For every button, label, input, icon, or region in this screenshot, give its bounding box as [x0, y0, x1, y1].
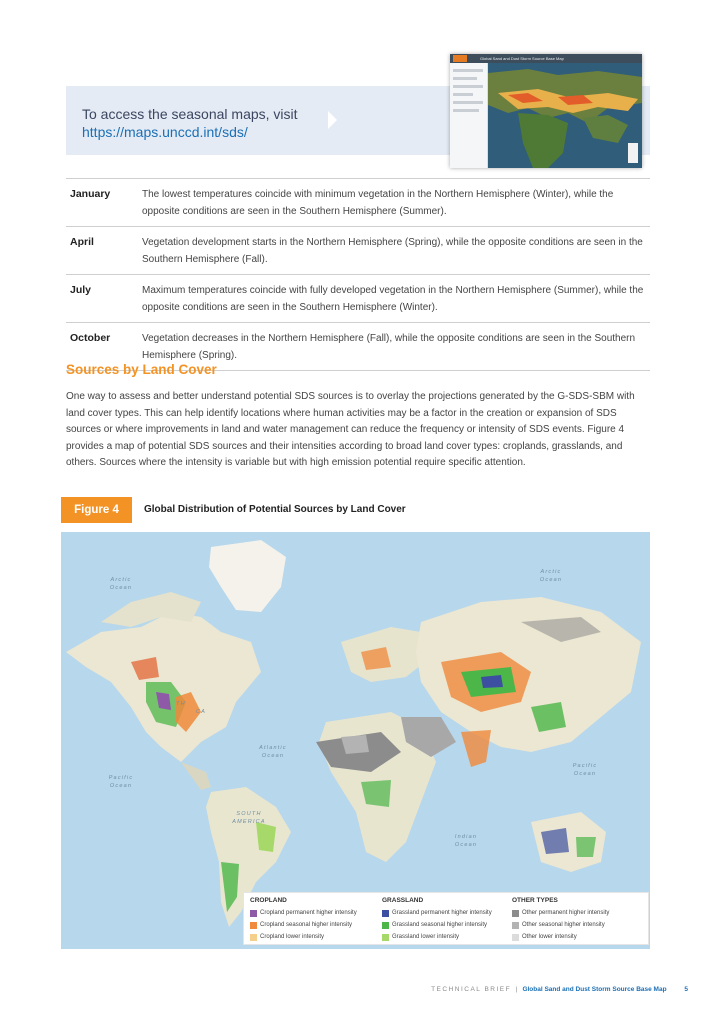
- access-text: To access the seasonal maps, visit: [82, 106, 298, 122]
- seasonal-months-table: [66, 178, 650, 371]
- legend-swatch: [382, 934, 389, 941]
- legend-item-label: Grassland seasonal higher intensity: [392, 922, 488, 928]
- legend-item: [512, 931, 609, 943]
- legend-item: [250, 907, 357, 919]
- legend-item-label: Other seasonal higher intensity: [522, 922, 605, 928]
- month-label: April: [70, 236, 94, 248]
- ocean-label: Pacific Ocean: [572, 763, 598, 777]
- ocean-label: Pacific Ocean: [108, 775, 134, 789]
- thumbnail-header: [450, 54, 642, 63]
- legend-swatch: [512, 934, 519, 941]
- footer-title: Global Sand and Dust Storm Source Base Map: [522, 986, 667, 993]
- month-description: Vegetation decreases in the Northern Hemisphere (Fall), while the opposite conditions are seen in the Southern Hemisphere (Spring).: [142, 333, 636, 361]
- table-row: [66, 275, 650, 323]
- legend-item: [382, 919, 492, 931]
- page-number: 5: [684, 986, 688, 993]
- page-footer: [431, 986, 688, 993]
- thumbnail-side-panel: [450, 63, 488, 168]
- region-label: TH: [176, 701, 186, 707]
- month-label: July: [70, 284, 92, 296]
- legend-item-label: Grassland permanent higher intensity: [392, 910, 492, 916]
- thumbnail-title: Global Sand and Dust Storm Source Base Map: [480, 56, 564, 61]
- arrow-right-icon: [328, 111, 337, 129]
- legend-item-label: Other lower intensity: [522, 934, 577, 940]
- legend-item-label: Cropland seasonal higher intensity: [260, 922, 353, 928]
- month-label: October: [70, 332, 111, 344]
- legend-item-label: Grassland lower intensity: [392, 934, 460, 940]
- legend-item: [382, 907, 492, 919]
- region-label: CA: [195, 709, 207, 715]
- region-label: SOUTH AMERICA: [232, 811, 266, 825]
- legend-heading: GRASSLAND: [382, 897, 424, 904]
- figure-badge: Figure 4: [61, 497, 132, 523]
- legend-item-label: Cropland lower intensity: [260, 934, 325, 940]
- legend-cropland: [250, 897, 357, 943]
- month-description: Vegetation development starts in the Northern Hemisphere (Spring), while the opposite conditions are seen in the Southern Hemisphere (Fall).: [142, 237, 643, 265]
- legend-swatch: [250, 910, 257, 917]
- legend-item: [512, 919, 609, 931]
- legend-item: [250, 919, 357, 931]
- access-link[interactable]: https://maps.unccd.int/sds/: [82, 124, 248, 140]
- ocean-label: Arctic Ocean: [539, 569, 563, 583]
- section-body: One way to assess and better understand potential SDS sources is to overlay the projections generated by the G-SDS-SBM with land cover types. This can help identify locations where human activities may be a factor in the creation or expansion of SDS sources or where improvements in land and water management can reduce the frequency or intensity of SDS events. Figure 4 provides a map of potential SDS sources and their intensities according to broad land cover types: croplands, grasslands, and others. Sources where the intensity is variable but with high emission potential require specific attention.: [66, 391, 635, 468]
- legend-swatch: [250, 934, 257, 941]
- legend-item-label: Other permanent higher intensity: [522, 910, 610, 916]
- ocean-label: Indian Ocean: [454, 834, 478, 848]
- legend-swatch: [382, 922, 389, 929]
- figure-title: Global Distribution of Potential Sources by Land Cover: [144, 504, 406, 515]
- legend-swatch: [382, 910, 389, 917]
- thumbnail-map: [488, 63, 642, 168]
- map-viewer-thumbnail: [450, 54, 642, 168]
- land-cover-map: [61, 532, 650, 949]
- legend-other: [512, 897, 609, 943]
- table-row: [66, 227, 650, 275]
- month-description: The lowest temperatures coincide with minimum vegetation in the Northern Hemisphere (Winter), while the opposite conditions are seen in the Southern Hemisphere (Summer).: [142, 189, 614, 217]
- legend-item-label: Cropland permanent higher intensity: [260, 910, 357, 916]
- table-row: [66, 179, 650, 227]
- section-heading: Sources by Land Cover: [66, 362, 217, 377]
- legend-swatch: [512, 910, 519, 917]
- legend-item: [250, 931, 357, 943]
- legend-item: [382, 931, 492, 943]
- legend-swatch: [512, 922, 519, 929]
- legend-grassland: [382, 897, 492, 943]
- legend-swatch: [250, 922, 257, 929]
- ocean-label: Atlantic Ocean: [259, 745, 287, 759]
- month-description: Maximum temperatures coincide with fully developed vegetation in the Northern Hemisphere (Summer), while the opposite conditions are seen in the Southern Hemisphere (Winter).: [142, 285, 644, 313]
- legend-item: [512, 907, 609, 919]
- legend-heading: CROPLAND: [250, 897, 287, 904]
- month-label: January: [70, 188, 111, 200]
- legend-heading: OTHER TYPES: [512, 897, 558, 904]
- ocean-label: Arctic Ocean: [109, 577, 133, 591]
- footer-separator: |: [515, 986, 518, 993]
- world-map-graphic: [61, 532, 650, 949]
- unccd-logo-icon: [453, 55, 467, 62]
- map-legend: [243, 892, 649, 945]
- footer-brief: TECHNICAL BRIEF: [431, 986, 512, 993]
